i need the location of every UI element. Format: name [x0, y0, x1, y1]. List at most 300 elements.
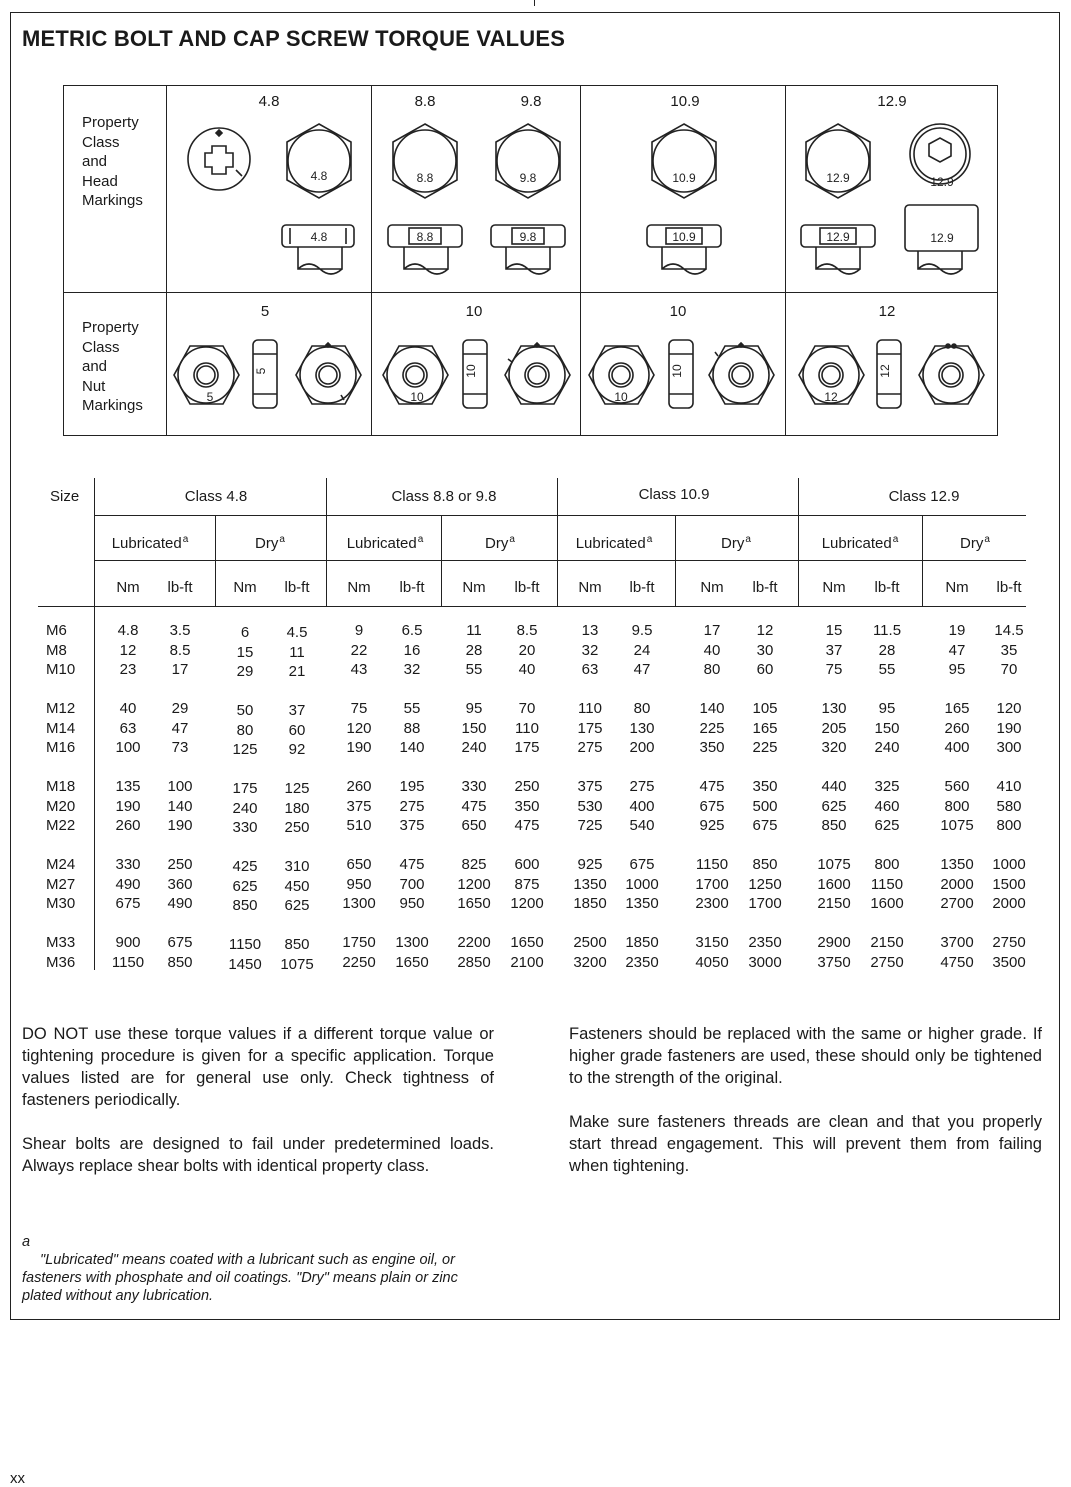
label-line: Class: [82, 133, 120, 151]
table-col-divider: [94, 478, 95, 970]
label-line: Nut: [82, 377, 106, 395]
torque-value: 110: [578, 700, 602, 717]
torque-value: 1350: [625, 895, 659, 912]
fastener-drawings: [64, 86, 997, 435]
torque-value: 2500: [573, 934, 607, 951]
head-class-12-9: 12.9: [877, 93, 907, 110]
torque-value: 12: [756, 622, 774, 639]
size-label: M27: [46, 875, 76, 893]
torque-value: 70: [518, 700, 536, 717]
torque-value: 325: [874, 778, 900, 795]
torque-value: 75: [350, 700, 368, 717]
torque-value: 275: [399, 797, 425, 815]
torque-value: 2350: [625, 953, 659, 971]
size-header: Size: [50, 488, 80, 505]
torque-value: 675: [115, 895, 141, 912]
torque-value: 55: [403, 700, 421, 717]
torque-value: 2200: [457, 934, 491, 951]
torque-value: 1600: [870, 895, 904, 912]
size-label: M24: [46, 856, 76, 873]
torque-value: 63: [119, 719, 137, 737]
torque-value: 43: [350, 661, 368, 678]
unit-header: lb-ft: [996, 579, 1022, 596]
torque-value: 440: [821, 778, 847, 795]
condition-header: [960, 534, 990, 552]
torque-value: 8.5: [516, 622, 538, 639]
torque-value: 20: [518, 641, 536, 659]
torque-value: 600: [514, 856, 540, 873]
torque-value: 475: [699, 778, 725, 795]
torque-value: 140: [699, 700, 725, 717]
torque-value: 925: [699, 817, 725, 834]
hex-head-icon: [806, 124, 870, 198]
torque-value: 120: [346, 719, 372, 737]
torque-value: 95: [948, 661, 966, 678]
head-mark-text: 9.8: [519, 171, 537, 185]
torque-value: 190: [167, 817, 193, 834]
torque-value: 360: [167, 875, 193, 893]
torque-value: 88: [403, 719, 421, 737]
size-label: M8: [46, 641, 67, 659]
socket-head-icon: [910, 124, 970, 189]
torque-value: 60: [288, 721, 306, 739]
size-label: M18: [46, 778, 76, 795]
table-rule: [38, 606, 1026, 607]
torque-value: 850: [284, 936, 310, 953]
flange-bolt-side-icon: [491, 225, 565, 274]
head-mark-text: 10.9: [672, 171, 696, 185]
torque-value: 375: [346, 797, 372, 815]
condition-header: [347, 534, 424, 552]
torque-value: 55: [878, 661, 896, 678]
torque-value: 150: [461, 719, 487, 737]
nut-class-5: 5: [260, 303, 270, 320]
torque-value: 24: [633, 641, 651, 659]
torque-value: 350: [699, 739, 725, 756]
unit-header: lb-ft: [874, 579, 900, 596]
torque-value: 300: [996, 739, 1022, 756]
torque-value: 12: [119, 641, 137, 659]
torque-value: 650: [461, 817, 487, 834]
torque-value: 800: [944, 797, 970, 815]
torque-value: 675: [752, 817, 778, 834]
torque-value: 260: [944, 719, 970, 737]
table-rule: [95, 560, 1026, 561]
unit-header: Nm: [700, 579, 724, 596]
torque-value: 22: [350, 641, 368, 659]
torque-value: 1750: [342, 934, 376, 951]
torque-value: 30: [756, 641, 774, 659]
unit-header: Nm: [116, 579, 140, 596]
size-label: M14: [46, 719, 76, 737]
torque-value: 2000: [940, 875, 974, 893]
torque-value: 1850: [573, 895, 607, 912]
torque-value: 125: [284, 780, 310, 797]
hex-head-icon: [652, 124, 716, 198]
torque-value: 2250: [342, 953, 376, 971]
hex-head-icon: [287, 124, 351, 198]
torque-value: 80: [633, 700, 651, 717]
torque-value: 9: [354, 622, 364, 639]
torque-value: 1200: [510, 895, 544, 912]
torque-value: 330: [115, 856, 141, 873]
torque-value: 29: [236, 663, 254, 680]
top-tick-mark: [534, 0, 535, 6]
torque-value: 200: [629, 739, 655, 756]
torque-value: 850: [167, 953, 193, 971]
flange-bolt-side-icon: [282, 225, 354, 274]
torque-value: 2100: [510, 953, 544, 971]
table-col-divider: [557, 478, 558, 606]
torque-value: 1350: [573, 875, 607, 893]
table-rule: [95, 515, 1026, 516]
torque-value: 330: [232, 819, 258, 836]
note-paragraph: DO NOT use these torque values if a different torque value or tightening procedure is given for a specific application. Torque values listed are for general use only. Check tightness of fasteners periodically.: [22, 1025, 494, 1109]
unit-header: Nm: [233, 579, 257, 596]
flange-bolt-side-icon: [801, 225, 875, 274]
nut-mark-text: 12: [878, 364, 892, 378]
torque-value: 900: [115, 934, 141, 951]
footnote-ref: a: [509, 534, 515, 545]
torque-value: 40: [518, 661, 536, 678]
torque-value: 130: [821, 700, 847, 717]
flange-bolt-side-icon: [388, 225, 462, 274]
torque-value: 100: [167, 778, 193, 795]
size-label: M10: [46, 661, 76, 678]
torque-value: 55: [465, 661, 483, 678]
hex-nut-face-icon: [589, 346, 654, 404]
torque-value: 29: [171, 700, 189, 717]
torque-value: 350: [514, 797, 540, 815]
torque-value: 475: [461, 797, 487, 815]
head-class-8-8: 8.8: [414, 93, 436, 110]
note-paragraph: Shear bolts are designed to fail under predetermined loads. Always replace shear bolts with identical property class.: [22, 1135, 494, 1175]
torque-value: 165: [752, 719, 778, 737]
torque-value: 1350: [940, 856, 974, 873]
torque-value: 1250: [748, 875, 782, 893]
torque-value: 105: [752, 700, 778, 717]
torque-value: 205: [821, 719, 847, 737]
torque-value: 125: [232, 741, 258, 758]
torque-value: 8.5: [169, 641, 191, 659]
class-header: Class 4.8: [184, 488, 248, 505]
hex-nut-face-icon: [296, 343, 361, 404]
size-label: M12: [46, 700, 76, 717]
footnote-marker: a: [22, 1234, 31, 1250]
torque-value: 100: [115, 739, 141, 756]
condition-label: Dry: [721, 535, 745, 552]
class-header: Class 10.9: [638, 486, 710, 503]
torque-value: 130: [629, 719, 655, 737]
label-line: Markings: [82, 397, 143, 414]
torque-value: 850: [752, 856, 778, 873]
footnote-ref: a: [892, 534, 899, 545]
nut-class-10: 10: [465, 303, 483, 320]
torque-value: 1700: [748, 895, 782, 912]
torque-value: 950: [346, 875, 372, 893]
hex-nut-face-icon: [919, 344, 984, 404]
torque-value: 400: [629, 797, 655, 815]
torque-value: 250: [284, 819, 310, 836]
torque-value: 73: [171, 739, 189, 756]
nut-side-icon: [463, 340, 487, 408]
torque-value: 560: [944, 778, 970, 795]
torque-value: 400: [944, 739, 970, 756]
torque-value: 1500: [992, 875, 1026, 893]
torque-value: 2700: [940, 895, 974, 912]
torque-value: 1600: [817, 875, 851, 893]
torque-value: 2150: [870, 934, 904, 951]
torque-value: 1300: [342, 895, 376, 912]
torque-value: 825: [461, 856, 487, 873]
size-label: M22: [46, 817, 76, 834]
condition-header: [485, 534, 515, 552]
torque-value: 47: [633, 661, 651, 678]
table-col-divider: [441, 515, 442, 606]
torque-value: 47: [171, 719, 189, 737]
hex-nut-face-icon: [383, 346, 448, 404]
label-line: Property: [82, 319, 139, 336]
torque-value: 37: [288, 702, 306, 719]
torque-value: 850: [232, 897, 258, 914]
nut-mark-text: 5: [254, 367, 268, 375]
class-header: Class 8.8 or 9.8: [391, 488, 497, 505]
page-number: xx: [10, 1470, 25, 1487]
torque-value: 47: [948, 641, 966, 659]
unit-header: Nm: [822, 579, 846, 596]
torque-value: 580: [996, 797, 1022, 815]
torque-value: 175: [232, 780, 258, 797]
label-line: Head: [82, 172, 118, 190]
torque-value: 1150: [695, 856, 729, 873]
torque-value: 310: [284, 858, 310, 875]
torque-value: 23: [119, 661, 137, 678]
torque-value: 1650: [510, 934, 544, 951]
torque-value: 4.8: [117, 622, 139, 639]
torque-value: 75: [825, 661, 843, 678]
torque-value: 3750: [817, 953, 851, 971]
torque-value: 1450: [228, 955, 262, 973]
torque-value: 28: [465, 641, 483, 659]
torque-value: 350: [752, 778, 778, 795]
torque-value: 135: [115, 778, 141, 795]
torque-value: 1150: [228, 936, 262, 953]
torque-value: 1200: [457, 875, 491, 893]
torque-value: 4.5: [286, 624, 308, 641]
nut-class-12: 12: [878, 303, 896, 320]
torque-value: 3000: [748, 953, 782, 971]
note-paragraph: Fasteners should be replaced with the same or higher grade. If higher grade fasteners are used, these should only be tightened to the strength of the original.: [569, 1025, 1042, 1087]
torque-value: 2750: [870, 953, 904, 971]
torque-value: 190: [115, 797, 141, 815]
torque-value: 490: [115, 875, 141, 893]
hex-head-icon: [496, 124, 560, 198]
markings-table: [63, 85, 998, 436]
nut-mark-text: 5: [206, 390, 214, 404]
torque-value: 650: [346, 856, 372, 873]
torque-value: 530: [577, 797, 603, 815]
torque-value: 175: [514, 739, 540, 756]
torque-value: 375: [399, 817, 425, 834]
torque-value: 2000: [992, 895, 1026, 912]
hex-nut-face-icon: [709, 343, 774, 404]
hex-head-icon: [393, 124, 457, 198]
condition-label: Lubricated: [575, 535, 646, 552]
unit-header: lb-ft: [399, 579, 425, 596]
torque-value: 425: [232, 858, 258, 875]
torque-value: 40: [703, 641, 721, 659]
footnote-ref: a: [646, 534, 653, 545]
footnote: [22, 1233, 497, 1305]
page-title: METRIC BOLT AND CAP SCREW TORQUE VALUES: [22, 26, 566, 51]
torque-value: 17: [703, 622, 721, 639]
torque-value: 1150: [870, 875, 904, 893]
hex-nut-face-icon: [505, 343, 570, 404]
torque-value: 13: [581, 622, 599, 639]
condition-header: [822, 534, 899, 552]
nut-side-icon: [877, 340, 901, 408]
head-mark-text: 4.8: [310, 230, 328, 244]
unit-header: Nm: [945, 579, 969, 596]
head-mark-text: 12.9: [826, 230, 850, 244]
torque-value: 950: [399, 895, 425, 912]
head-mark-text: 8.8: [416, 230, 434, 244]
torque-value: 3500: [992, 953, 1026, 971]
torque-value: 1075: [940, 817, 974, 834]
unit-header: lb-ft: [167, 579, 193, 596]
condition-label: Lubricated: [821, 535, 892, 552]
footnote-text: "Lubricated" means coated with a lubricant such as engine oil, or fasteners with phosphate and oil coatings. "Dry" means plain or zinc plated without any lubrication.: [22, 1252, 458, 1304]
head-mark-text: 4.8: [310, 169, 328, 183]
torque-value: 37: [825, 641, 843, 659]
torque-value: 475: [514, 817, 540, 834]
torque-value: 21: [288, 663, 306, 680]
torque-value: 2850: [457, 953, 491, 971]
table-col-divider: [798, 478, 799, 606]
torque-value: 225: [699, 719, 725, 737]
cross-recess-head-icon: [188, 128, 250, 190]
unit-header: lb-ft: [284, 579, 310, 596]
size-label: M33: [46, 934, 76, 951]
torque-value: 50: [236, 702, 254, 719]
torque-value: 140: [399, 739, 425, 756]
torque-value: 1075: [280, 955, 314, 973]
head-mark-text: 12.9: [826, 171, 850, 185]
torque-value: 240: [232, 799, 258, 817]
torque-value: 11: [466, 622, 482, 639]
condition-header: [721, 534, 751, 552]
torque-value: 40: [119, 700, 137, 717]
torque-value: 475: [399, 856, 425, 873]
footnote-ref: a: [279, 534, 285, 545]
torque-value: 32: [581, 641, 599, 659]
condition-label: Dry: [485, 535, 509, 552]
torque-value: 800: [996, 817, 1022, 834]
table-col-divider: [215, 515, 216, 606]
torque-value: 250: [514, 778, 540, 795]
torque-value: 6: [240, 624, 250, 641]
torque-value: 725: [577, 817, 603, 834]
torque-value: 120: [996, 700, 1022, 717]
condition-header: [255, 534, 285, 552]
table-col-divider: [675, 515, 676, 606]
torque-value: 410: [996, 778, 1022, 795]
nut-mark-text: 10: [614, 390, 628, 404]
torque-value: 675: [699, 797, 725, 815]
torque-value: 92: [288, 741, 306, 758]
torque-value: 1150: [111, 953, 145, 971]
nut-side-icon: [669, 340, 693, 408]
label-line: and: [82, 153, 108, 170]
torque-value: 35: [1000, 641, 1018, 659]
unit-header: Nm: [578, 579, 602, 596]
label-line: Class: [82, 338, 120, 356]
condition-label: Dry: [255, 535, 279, 552]
torque-value: 9.5: [631, 622, 653, 639]
torque-value: 3150: [695, 934, 729, 951]
torque-value: 95: [878, 700, 896, 717]
torque-value: 240: [874, 739, 900, 756]
torque-value: 80: [236, 721, 254, 739]
torque-value: 3200: [573, 953, 607, 971]
torque-value: 6.5: [401, 622, 423, 639]
footnote-ref: a: [182, 534, 189, 545]
torque-value: 675: [629, 856, 655, 873]
condition-label: Lubricated: [346, 535, 417, 552]
torque-value: 275: [577, 739, 603, 756]
torque-value: 625: [821, 797, 847, 815]
torque-value: 1850: [625, 934, 659, 951]
torque-value: 17: [171, 661, 189, 678]
torque-value: 260: [115, 817, 141, 834]
torque-value: 165: [944, 700, 970, 717]
torque-value: 1650: [457, 895, 491, 912]
torque-value: 800: [874, 856, 900, 873]
flange-bolt-side-icon: [647, 225, 721, 274]
torque-value: 625: [232, 877, 258, 895]
torque-value: 700: [399, 875, 425, 893]
torque-value: 490: [167, 895, 193, 912]
head-mark-text: 10.9: [672, 230, 696, 244]
torque-value: 250: [167, 856, 193, 873]
torque-value: 190: [996, 719, 1022, 737]
torque-value: 320: [821, 739, 847, 756]
size-label: M30: [46, 895, 76, 912]
label-line: Markings: [82, 192, 143, 209]
unit-header: lb-ft: [752, 579, 778, 596]
torque-value: 450: [284, 877, 310, 895]
torque-value: 150: [874, 719, 900, 737]
torque-value: 19: [948, 622, 966, 639]
head-mark-text: 12.9: [930, 231, 954, 245]
torque-value: 32: [403, 661, 421, 678]
torque-value: 510: [346, 817, 372, 834]
nut-mark-text: 10: [410, 390, 424, 404]
unit-header: lb-ft: [514, 579, 540, 596]
torque-value: 95: [465, 700, 483, 717]
torque-value: 15: [236, 643, 254, 661]
torque-value: 11.5: [872, 622, 902, 639]
unit-header: lb-ft: [629, 579, 655, 596]
torque-value: 60: [756, 661, 774, 678]
torque-value: 110: [515, 719, 539, 737]
torque-value: 275: [629, 778, 655, 795]
footnote-ref: a: [417, 534, 424, 545]
head-mark-text: 9.8: [519, 230, 537, 244]
torque-value: 1700: [695, 875, 729, 893]
torque-value: 180: [284, 799, 310, 817]
unit-header: Nm: [462, 579, 486, 596]
